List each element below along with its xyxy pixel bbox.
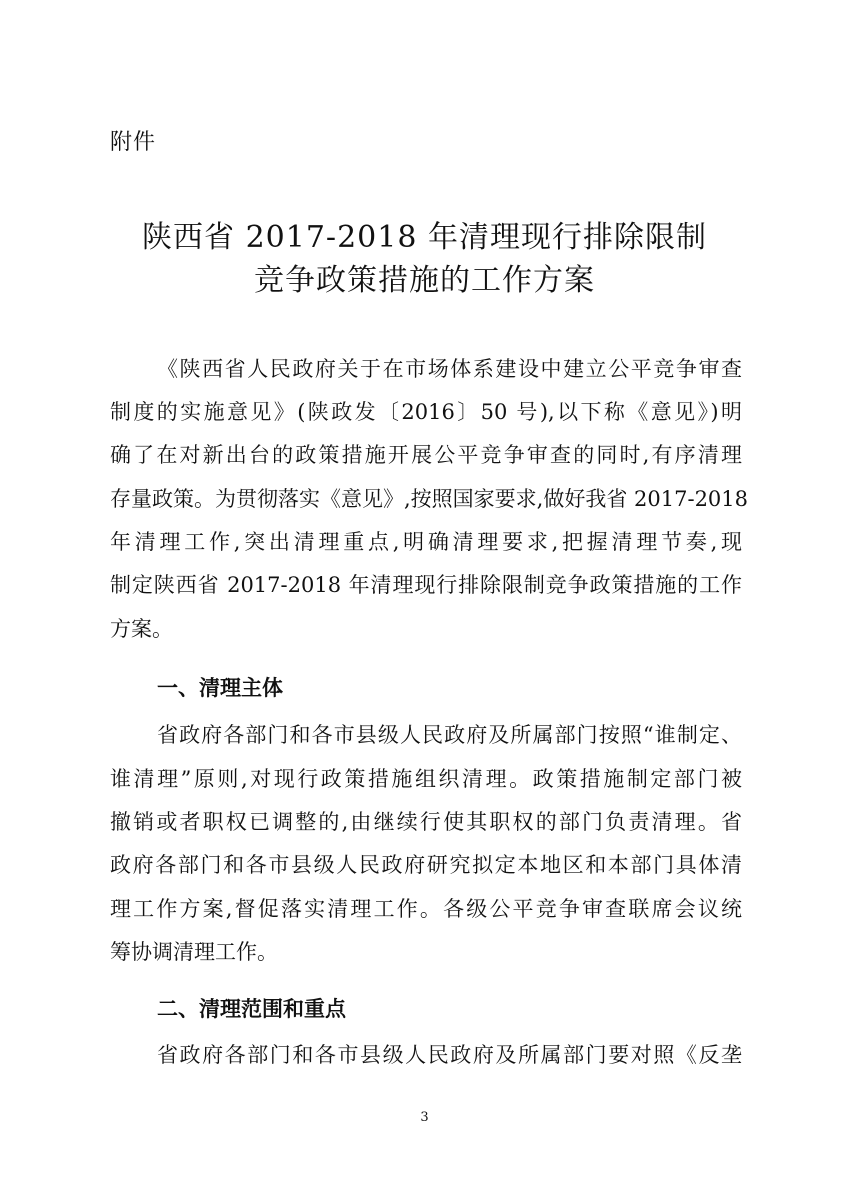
section-heading-1: 一、清理主体 — [157, 676, 283, 700]
intro-line: 年清理工作,突出清理重点,明确清理要求,把握清理节奏,现 — [110, 530, 742, 554]
section-heading-2: 二、清理范围和重点 — [157, 997, 346, 1021]
section1-line: 理工作方案,督促落实清理工作。各级公平竞争审查联席会议统 — [110, 897, 742, 921]
page-number: 3 — [420, 1110, 429, 1125]
document-title-line-2: 竞争政策措施的工作方案 — [254, 263, 595, 298]
intro-line: 《陕西省人民政府关于在市场体系建设中建立公平竞争审查 — [157, 357, 742, 381]
intro-line: 确了在对新出台的政策措施开展公平竞争审查的同时,有序清理 — [110, 443, 742, 467]
section1-line: 政府各部门和各市县级人民政府研究拟定本地区和本部门具体清 — [110, 853, 742, 877]
intro-line: 方案。 — [110, 617, 173, 641]
intro-line: 制定陕西省 2017-2018 年清理现行排除限制竞争政策措施的工作 — [110, 573, 742, 597]
attachment-label: 附件 — [110, 130, 157, 155]
section1-line: 筹协调清理工作。 — [110, 940, 278, 964]
document-title-line-1: 陕西省 2017-2018 年清理现行排除限制 — [142, 220, 707, 255]
section1-line: 谁清理”原则,对现行政策措施组织清理。政策措施制定部门被 — [110, 767, 742, 791]
intro-line: 制度的实施意见》(陕政发〔2016〕50 号),以下称《意见》)明 — [110, 400, 742, 424]
intro-line: 存量政策。为贯彻落实《意见》,按照国家要求,做好我省 2017-2018 — [110, 487, 749, 511]
section2-line: 省政府各部门和各市县级人民政府及所属部门要对照《反垄 — [157, 1043, 742, 1067]
section1-line: 撤销或者职权已调整的,由继续行使其职权的部门负责清理。省 — [110, 810, 742, 834]
section1-line: 省政府各部门和各市县级人民政府及所属部门按照“谁制定、 — [157, 723, 742, 747]
